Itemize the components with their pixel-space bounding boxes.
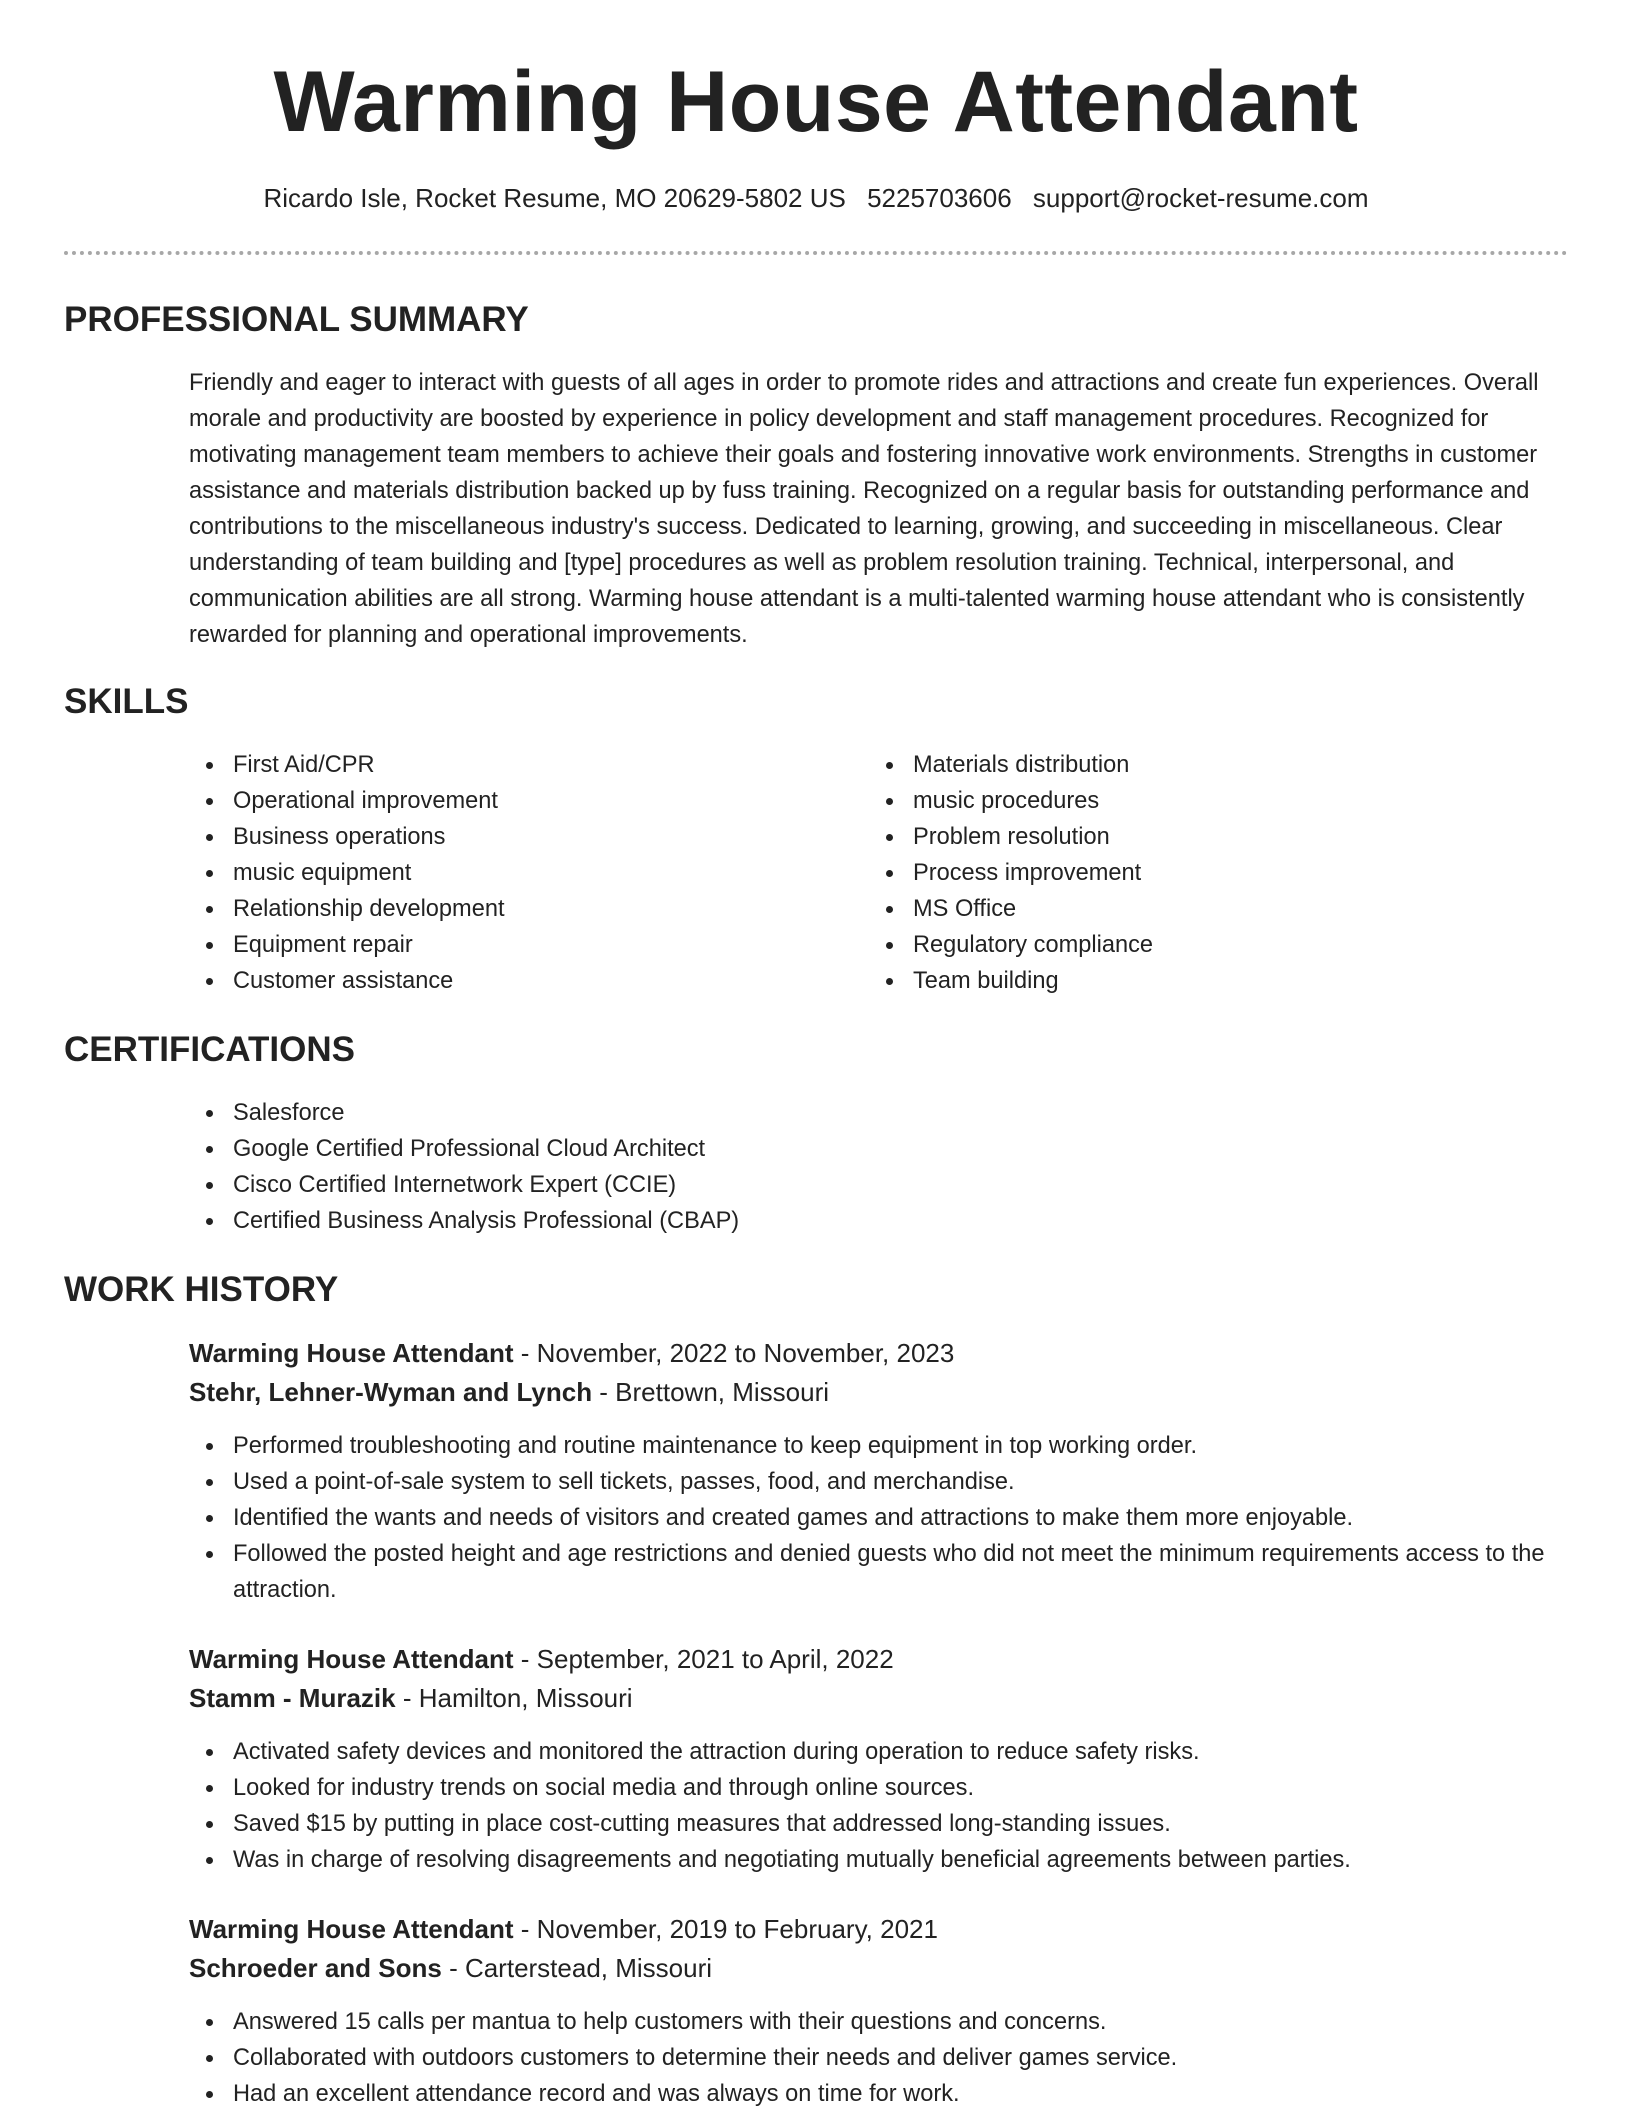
summary-text: Friendly and eager to interact with guests of all ages in order to promote rides and attractions and create fun experiences. Overall morale and productivity are boosted by experience in policy development and staff management procedures. Recognized for motivating management team members to achieve their goals and fostering innovative work environments. Strengths in customer assistance and materials distribution backed up by fuss training. Recognized on a regular basis for outstanding performance and contributions to the miscellaneous industry's success. Dedicated to learning, growing, and succeeding in miscellaneous. Clear understanding of team building and [type] procedures as well as problem resolution training. Technical, interpersonal, and communication abilities are all strong. Warming house attendant is a multi-talented warming house attendant who is consistently rewarded for planning and operational improvements. (189, 370, 1539, 648)
job-duties-list (189, 1428, 1569, 1608)
job-duty: Saved $15 by putting in place cost-cutting measures that addressed long-standing issues. (189, 1806, 1569, 1842)
job-duty: Used a point-of-sale system to sell tickets, passes, food, and merchandise. (189, 1464, 1569, 1500)
job-duties-list (189, 2004, 1569, 2112)
job-duty: Looked for industry trends on social media and through online sources. (189, 1770, 1569, 1806)
job-title: Warming House Attendant (189, 1644, 514, 1674)
contact-line (0, 181, 1632, 215)
job-duty: Answered 15 calls per mantua to help customers with their questions and concerns. (189, 2004, 1569, 2040)
skill-item: Team building (869, 963, 1489, 999)
skill-item: First Aid/CPR (189, 747, 809, 783)
skill-item: music equipment (189, 855, 809, 891)
job-location: - Brettown, Missouri (592, 1377, 830, 1407)
certifications-list (189, 1095, 1489, 1239)
skill-item: music procedures (869, 783, 1489, 819)
job-entry (189, 1910, 1589, 2112)
skill-item: Problem resolution (869, 819, 1489, 855)
job-dates: - September, 2021 to April, 2022 (513, 1644, 894, 1674)
skill-item: Process improvement (869, 855, 1489, 891)
job-title: Warming House Attendant (189, 1338, 514, 1368)
certifications-heading: CERTIFICATIONS (64, 1030, 356, 1069)
job-entry (189, 1334, 1589, 1608)
skill-item: Equipment repair (189, 927, 809, 963)
job-duty: Identified the wants and needs of visitors and created games and attractions to make them more enjoyable. (189, 1500, 1569, 1536)
job-company: Stamm - Murazik (189, 1683, 396, 1713)
certification-item: Certified Business Analysis Professional (CBAP) (189, 1203, 1489, 1239)
skill-item: Regulatory compliance (869, 927, 1489, 963)
skill-item: Customer assistance (189, 963, 809, 999)
job-company: Schroeder and Sons (189, 1953, 442, 1983)
skills-list-left (189, 747, 809, 999)
job-dates: - November, 2022 to November, 2023 (513, 1338, 955, 1368)
skills-heading: SKILLS (64, 682, 189, 721)
job-duty: Followed the posted height and age restrictions and denied guests who did not meet the minimum requirements access to the attraction. (189, 1536, 1569, 1608)
certification-item: Google Certified Professional Cloud Architect (189, 1131, 1489, 1167)
skill-item: Operational improvement (189, 783, 809, 819)
certification-item: Cisco Certified Internetwork Expert (CCIE) (189, 1167, 1489, 1203)
job-company-line (189, 1949, 1589, 1988)
job-location: - Hamilton, Missouri (395, 1683, 633, 1713)
contact-address: Ricardo Isle, Rocket Resume, MO 20629-5802 US (263, 183, 846, 213)
job-duty: Was in charge of resolving disagreements and negotiating mutually beneficial agreements between parties. (189, 1842, 1569, 1878)
skill-item: Relationship development (189, 891, 809, 927)
job-title-line (189, 1640, 1589, 1679)
job-company-line (189, 1679, 1589, 1718)
skill-item: MS Office (869, 891, 1489, 927)
candidate-name: Warming House Attendant (273, 54, 1359, 150)
skill-item: Business operations (189, 819, 809, 855)
contact-phone[interactable]: 5225703606 (867, 183, 1012, 213)
summary-heading: PROFESSIONAL SUMMARY (64, 300, 529, 339)
certification-item: Salesforce (189, 1095, 1489, 1131)
job-location: - Carterstead, Missouri (441, 1953, 713, 1983)
job-company-line (189, 1373, 1589, 1412)
header-divider (64, 251, 1568, 255)
job-duty: Had an excellent attendance record and was always on time for work. (189, 2076, 1569, 2112)
job-duties-list (189, 1734, 1569, 1878)
work-history-heading: WORK HISTORY (64, 1270, 339, 1309)
job-company: Stehr, Lehner-Wyman and Lynch (189, 1377, 593, 1407)
job-title-line (189, 1334, 1589, 1373)
job-duty: Activated safety devices and monitored the attraction during operation to reduce safety risks. (189, 1734, 1569, 1770)
job-dates: - November, 2019 to February, 2021 (513, 1914, 938, 1944)
job-title: Warming House Attendant (189, 1914, 514, 1944)
job-entry (189, 1640, 1589, 1878)
skills-list-right (869, 747, 1489, 999)
skill-item: Materials distribution (869, 747, 1489, 783)
contact-email[interactable]: support@rocket-resume.com (1032, 183, 1369, 213)
job-duty: Collaborated with outdoors customers to determine their needs and deliver games service. (189, 2040, 1569, 2076)
job-duty: Performed troubleshooting and routine maintenance to keep equipment in top working order. (189, 1428, 1569, 1464)
job-title-line (189, 1910, 1589, 1949)
